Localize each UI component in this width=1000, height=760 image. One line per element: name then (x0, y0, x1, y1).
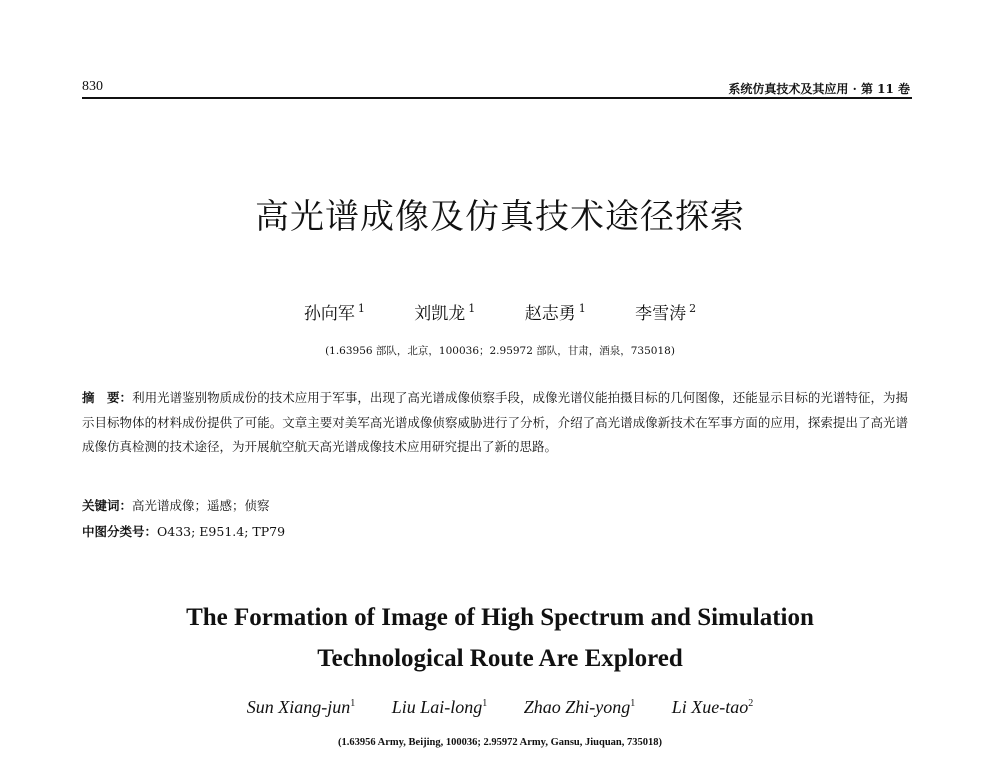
author-name: Zhao Zhi-yong (523, 697, 631, 717)
keywords-text: 高光谱成像；遥感；侦察 (132, 498, 270, 513)
keywords-label: 关键词： (82, 498, 133, 513)
journal-header: 系统仿真技术及其应用 · 第 11 卷 (728, 82, 910, 96)
author-name: Liu Lai-long (391, 697, 483, 717)
author-name: 赵志勇 (524, 304, 576, 324)
author-en (247, 697, 356, 718)
author-affiliation-mark: 1 (578, 302, 586, 316)
author-en (392, 697, 488, 718)
author-cn (304, 299, 365, 324)
author-affiliation-mark: 2 (748, 698, 754, 709)
author-affiliation-mark: 1 (482, 698, 488, 709)
abstract-text: 利用光谱鉴别物质成份的技术应用于军事，出现了高光谱成像侦察手段，成像光谱仪能拍摄目标的几何图像，还能显示目标的光谱特征，为揭示目标物体的材料成份提供了可能。文章主要对美军高光谱成像侦察威胁进行了分析，介绍了高光谱成像新技术在军事方面的应用，探索提出了高光谱成像仿真检测的技术途径，为开展航空航天高光谱成像技术应用研究提出了新的思路。 (82, 390, 908, 454)
author-cn (635, 299, 696, 324)
chinese-authors (0, 299, 1000, 324)
author-affiliation-mark: 1 (350, 698, 356, 709)
author-en (672, 697, 754, 718)
chinese-affiliation: (1.63956 部队，北京，100036；2.95972 部队，甘肃，酒泉，735018) (325, 345, 675, 357)
author-affiliation-mark: 2 (689, 302, 697, 316)
header-rule (82, 97, 912, 99)
english-authors (0, 697, 1000, 718)
author-cn (525, 299, 586, 324)
author-name: 孙向军 (303, 304, 355, 324)
chinese-title: 高光谱成像及仿真技术途径探索 (255, 197, 745, 237)
author-affiliation-mark: 1 (630, 698, 636, 709)
english-title-line-1: The Formation of Image of High Spectrum and Simulation (186, 604, 814, 631)
author-affiliation-mark: 1 (357, 302, 365, 316)
abstract (82, 386, 908, 460)
author-name: Li Xue-tao (671, 697, 749, 717)
classification-label: 中图分类号： (82, 524, 158, 539)
page-number: 830 (82, 79, 103, 94)
classification (82, 522, 285, 540)
author-name: 刘凯龙 (414, 304, 466, 324)
english-affiliation: (1.63956 Army, Beijing, 100036; 2.95972 Army, Gansu, Jiuquan, 735018) (337, 737, 663, 748)
abstract-label: 摘 要： (82, 390, 133, 405)
author-name: Sun Xiang-jun (246, 697, 351, 717)
keywords (82, 496, 270, 514)
author-cn (414, 299, 475, 324)
english-title (0, 597, 1000, 679)
author-affiliation-mark: 1 (468, 302, 476, 316)
english-title-line-2: Technological Route Are Explored (317, 645, 683, 672)
author-en (524, 697, 636, 718)
author-name: 李雪涛 (635, 304, 687, 324)
classification-text: O433; E951.4; TP79 (157, 524, 286, 539)
